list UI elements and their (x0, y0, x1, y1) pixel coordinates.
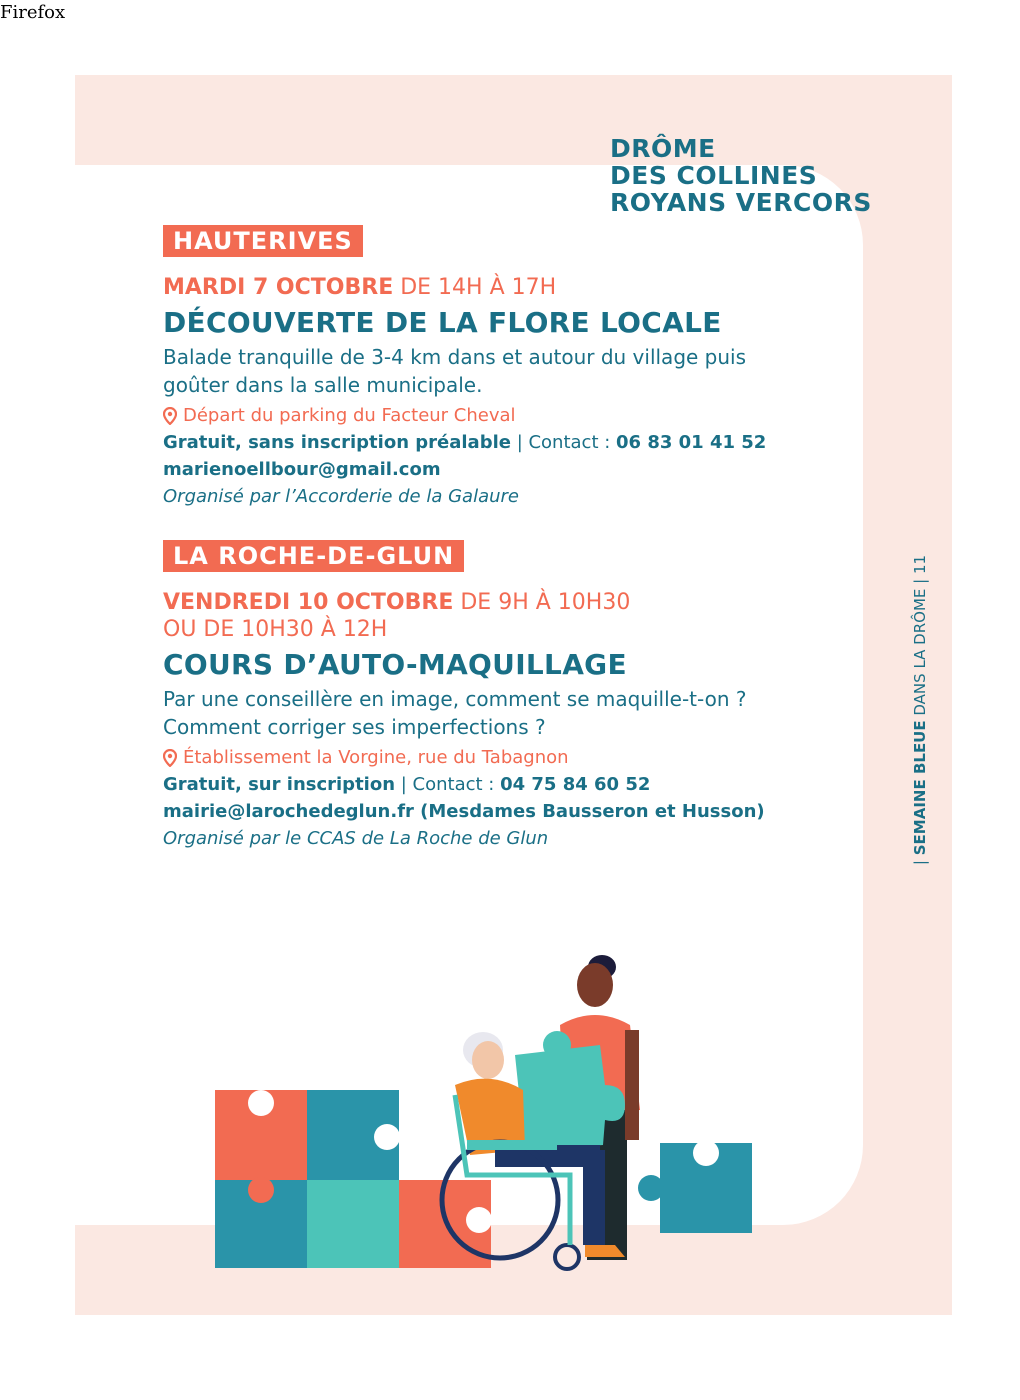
puzzle-knob (693, 1140, 719, 1166)
puzzle-knob (466, 1207, 492, 1233)
town-tag: LA ROCHE-DE-GLUN (163, 540, 464, 572)
wheelchair-armrest (467, 1140, 557, 1150)
event-organizer: Organisé par le CCAS de La Roche de Glun (163, 828, 549, 849)
side-running-header (905, 530, 935, 890)
event-contact-label: | Contact : (510, 432, 617, 453)
event-place (163, 747, 783, 768)
event-place-label: Établissement la Vorgine, rue du Tabagnon (183, 747, 569, 768)
side-label-rest: DANS LA DRÔME (911, 588, 929, 721)
event-price: Gratuit, sur inscription (163, 774, 396, 795)
event-title: DÉCOUVERTE DE LA FLORE LOCALE (163, 306, 722, 339)
event-date (163, 275, 783, 300)
event-description: Par une conseillère en image, comment se maquille-t-on ? Comment corriger ses imperfections ? (163, 687, 747, 739)
puzzle-knob (638, 1175, 664, 1201)
page-number: 11 (911, 554, 929, 575)
event-email: mairie@larochedeglun.fr (Mesdames Bausseron et Husson) (163, 801, 765, 822)
event-date-time: DE 9H À 10H30 (453, 590, 631, 615)
brochure-page (75, 75, 952, 1315)
event-phone: 06 83 01 41 52 (616, 432, 767, 453)
puzzle-illustration (205, 945, 765, 1285)
location-pin-icon (163, 749, 177, 767)
brand-line-3: ROYANS VERCORS (610, 188, 872, 217)
event-email: marienoellbour@gmail.com (163, 459, 441, 480)
puzzle-knob (248, 1177, 274, 1203)
event-place (163, 405, 783, 426)
event-date-day: VENDREDI 10 OCTOBRE (163, 590, 454, 615)
woman-arm (625, 1030, 639, 1140)
puzzle-knob (374, 1124, 400, 1150)
event-description: Balade tranquille de 3-4 km dans et autour du village puis goûter dans la salle municipale. (163, 345, 747, 397)
event-info (163, 774, 783, 795)
brand-logo-text (610, 135, 872, 216)
event-la-roche-de-glun (163, 540, 783, 849)
wheelchair-small-wheel (555, 1245, 579, 1269)
browser-title: Firefox (0, 2, 66, 23)
event-place-label: Départ du parking du Facteur Cheval (183, 405, 516, 426)
town-tag: HAUTERIVES (163, 225, 363, 257)
side-label-bold: SEMAINE BLEUE (911, 720, 929, 856)
event-price: Gratuit, sans inscription préalable (163, 432, 511, 453)
brand-line-1: DRÔME (610, 134, 716, 163)
puzzle-knob (248, 1090, 274, 1116)
event-hauterives (163, 225, 783, 507)
event-date (163, 590, 783, 615)
event-phone: 04 75 84 60 52 (500, 774, 651, 795)
puzzle-knob (543, 1031, 571, 1059)
side-label: | SEMAINE BLEUE DANS LA DRÔME | 11 (911, 554, 929, 866)
brand-line-2: DES COLLINES (610, 161, 818, 190)
event-info (163, 432, 783, 453)
puzzle-piece (307, 1180, 399, 1268)
event-contact-label: | Contact : (395, 774, 501, 795)
event-organizer: Organisé par l’Accorderie de la Galaure (163, 486, 519, 507)
location-pin-icon (163, 407, 177, 425)
event-title: COURS D’AUTO-MAQUILLAGE (163, 648, 627, 681)
event-date-alt: OU DE 10H30 À 12H (163, 617, 388, 642)
woman-head (577, 963, 613, 1007)
event-date-day: MARDI 7 OCTOBRE (163, 275, 394, 300)
event-date-time: DE 14H À 17H (393, 275, 557, 300)
man-shin (583, 1150, 605, 1245)
man-head (472, 1041, 504, 1079)
